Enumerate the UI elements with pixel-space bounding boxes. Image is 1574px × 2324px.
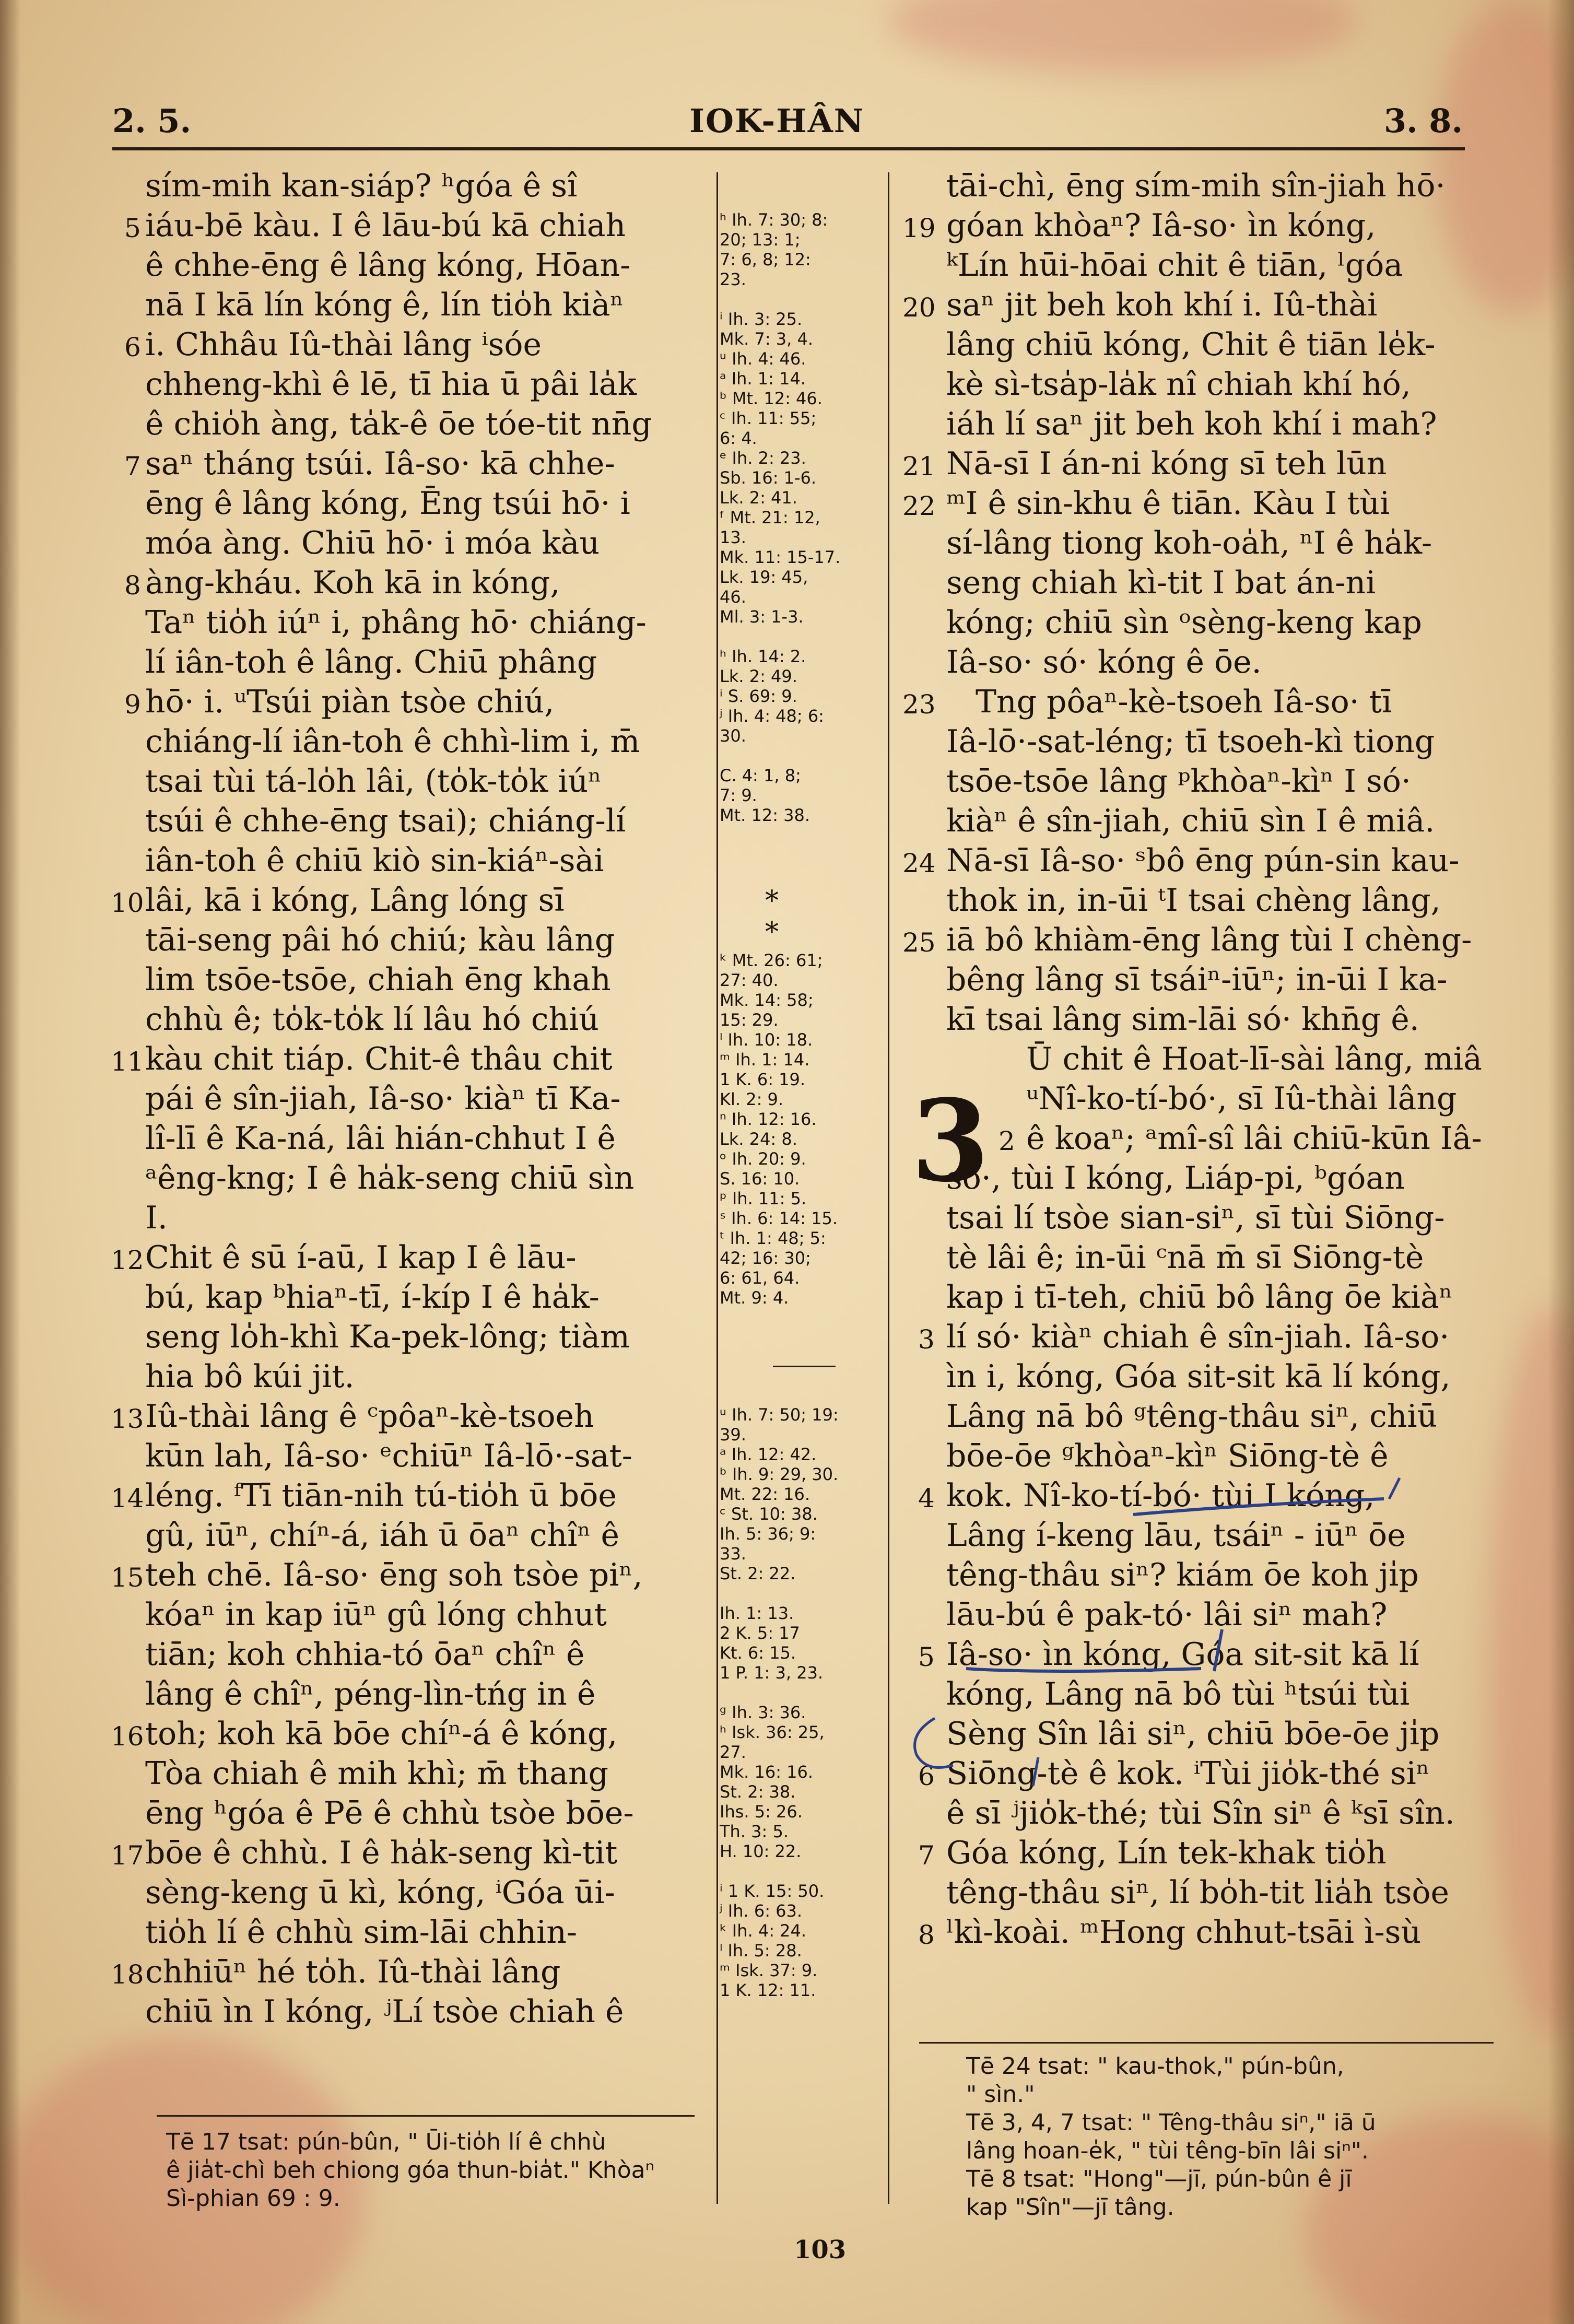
cross-reference: 7: 6, 8; 12: <box>720 250 811 269</box>
verse-text-line: tsai tùi tá-lo̍h lâi, (to̍k-to̍k iúⁿ <box>145 763 602 800</box>
cross-reference: ˡ Ih. 5: 28. <box>720 1941 802 1961</box>
verse-number: 7 <box>918 1840 935 1871</box>
verse-text-line: chhù ê; to̍k-to̍k lí lâu hó chiú <box>145 1001 599 1038</box>
verse-number: 25 <box>902 928 936 958</box>
verse-text-line: bōe ê chhù. I ê ha̍k-seng kì-tit <box>145 1835 618 1871</box>
verse-text-line: lâi, kā i kóng, Lâng lóng sī <box>145 882 565 919</box>
cross-reference: 27: 40. <box>720 970 779 990</box>
verse-text-line: ˡkì-koài. ᵐHong chhut-tsāi ì-sù <box>946 1914 1422 1951</box>
verse-text-line: Góa kóng, Lín tek-khak tio̍h <box>946 1835 1387 1871</box>
verse-text-line: tsai lí tsòe sian-siⁿ, sī tùi Siōng- <box>946 1200 1445 1236</box>
verse-text-line: kàu chit tiáp. Chit-ê thâu chit <box>145 1041 613 1077</box>
verse-text-line: saⁿ jit beh koh khí i. Iû-thài <box>946 287 1378 323</box>
footnote-line: Sì-phian 69 : 9. <box>166 2185 340 2212</box>
footnote-line: " sìn." <box>966 2081 1035 2108</box>
verse-number: 2 <box>999 1126 1015 1156</box>
verse-text-line: Iâ-so· ìn kóng, Góa sit-sit kā lí <box>946 1636 1419 1673</box>
cross-reference: Mk. 14: 58; <box>720 990 814 1010</box>
verse-text-line: ᵘNî-ko-tí-bó·, sī Iû-thài lâng <box>1026 1081 1457 1117</box>
verse-text-line: tāi-chì, ēng sím-mih sîn-jiah hō· <box>946 168 1446 204</box>
verse-text-line: Nā-sī Iâ-so· ˢbô ēng pún-sin kau- <box>946 842 1460 879</box>
verse-text-line: ê chio̍h àng, ta̍k-ê ōe tóe-tit nn̄g <box>145 406 652 442</box>
cross-reference: ˡ Ih. 10: 18. <box>720 1030 813 1050</box>
verse-text-line: Lâng nā bô ᵍtêng-thâu siⁿ, chiū <box>946 1398 1438 1435</box>
verse-text-line: Sèng Sîn lâi siⁿ, chiū bōe-ōe ji̍p <box>946 1716 1440 1752</box>
cross-reference: ᵏ Mt. 26: 61; <box>720 950 823 970</box>
cross-reference: Sb. 16: 1-6. <box>720 468 817 488</box>
cross-reference: S. 16: 10. <box>720 1169 800 1189</box>
verse-number: 8 <box>124 570 141 601</box>
cross-reference: 46. <box>720 587 746 607</box>
verse-text-line: iân-toh ê chiū kiò sin-kiáⁿ-sài <box>145 842 604 879</box>
verse-text-line: Ū chit ê Hoat-lī-sài lâng, miâ <box>1026 1041 1482 1077</box>
verse-text-line: lâng chiū kóng, Chit ê tiān le̍k- <box>946 326 1436 363</box>
verse-text-line: tsúi ê chhe-ēng tsai); chiáng-lí <box>145 803 626 839</box>
cross-reference: 1 K. 6: 19. <box>720 1070 806 1089</box>
verse-text-line: Tòa chiah ê mih khì; m̄ thang <box>145 1755 608 1792</box>
verse-text-line: Siōng-tè ê kok. ⁱTùi jio̍k-thé siⁿ <box>946 1755 1430 1792</box>
footnote-line: Tē 17 tsat: pún-bûn, " Ūi-tio̍h lí ê chhù <box>166 2129 606 2155</box>
cross-reference: ʲ Ih. 6: 63. <box>720 1901 803 1921</box>
verse-text-line: tiān; koh chhia-tó ōaⁿ chîⁿ ê <box>145 1636 585 1673</box>
verse-text-line: sím-mih kan-siáp? ʰgóa ê sî <box>145 168 578 204</box>
verse-number: 7 <box>124 451 141 482</box>
verse-text-line: thok in, in-ūi ᵗI tsai chèng lâng, <box>946 882 1441 919</box>
verse-text-line: ᵃêng-kng; I ê ha̍k-seng chiū sìn <box>145 1160 635 1196</box>
verse-text-line: Nā-sī I án-ni kóng sī teh lūn <box>946 445 1387 482</box>
verse-text-line: ê chhe-ēng ê lâng kóng, Hōan- <box>145 247 631 284</box>
verse-number: 20 <box>902 292 936 323</box>
cross-reference: 30. <box>720 726 746 746</box>
cross-reference: Mk. 16: 16. <box>720 1762 814 1782</box>
cross-reference: Ih. 5: 36; 9: <box>720 1524 816 1544</box>
cross-reference: H. 10: 22. <box>720 1841 802 1861</box>
verse-number: 18 <box>111 1959 144 1990</box>
verse-text-line: bú, kap ᵇhiaⁿ-tī, í-kíp I ê ha̍k- <box>145 1279 600 1316</box>
verse-text-line: saⁿ tháng tsúi. Iâ-so· kā chhe- <box>145 445 615 482</box>
cross-reference: C. 4: 1, 8; <box>720 766 801 785</box>
verse-number: 17 <box>111 1840 144 1871</box>
verse-text-line: kiàⁿ ê sîn-jiah, chiū sìn I ê miâ. <box>946 803 1435 839</box>
cross-reference: 1 P. 1: 3, 23. <box>720 1663 824 1683</box>
verse-text-line: chiū ìn I kóng, ʲLí tsòe chiah ê <box>145 1993 624 2030</box>
verse-text-line: lim tsōe-tsōe, chiah ēng khah <box>145 961 611 998</box>
verse-text-line: toh; koh kā bōe chíⁿ-á ê kóng, <box>145 1716 618 1752</box>
verse-text-line: tāi-seng pâi hó chiú; kàu lâng <box>145 922 615 958</box>
pen-underline <box>966 1669 1201 1671</box>
verse-number: 16 <box>111 1721 144 1752</box>
verse-number: 9 <box>124 689 141 720</box>
cross-reference: ᵍ Ih. 3: 36. <box>720 1703 806 1722</box>
cross-reference: Lk. 24: 8. <box>720 1129 797 1149</box>
verse-number: 10 <box>111 888 144 918</box>
footnote-line: Tē 3, 4, 7 tsat: " Têng-thâu siⁿ," iā ū <box>966 2109 1376 2136</box>
cross-reference: ᵐ Isk. 37: 9. <box>720 1961 818 1980</box>
verse-text-line: lí só· kiàⁿ chiah ê sîn-jiah. Iâ-so· <box>946 1319 1450 1355</box>
verse-text-line: Chit ê sū í-aū, I kap I ê lāu- <box>145 1239 577 1276</box>
verse-text-line: so·, tùi I kóng, Liáp-pi, ᵇgóan <box>946 1160 1405 1196</box>
verse-number: 5 <box>918 1642 935 1672</box>
cross-reference: Lk. 19: 45, <box>720 567 808 587</box>
cross-reference: 42; 16: 30; <box>720 1248 811 1268</box>
verse-text-line: ê koaⁿ; ᵃmî-sî lâi chiū-kūn Iâ- <box>1026 1120 1482 1157</box>
verse-text-line: ēng ʰgóa ê Pē ê chhù tsòe bōe- <box>145 1795 634 1832</box>
verse-text-line: Iâ-lō·-sat-léng; tī tsoeh-kì tiong <box>946 723 1435 760</box>
cross-reference: ᵇ Ih. 9: 29, 30. <box>720 1464 839 1484</box>
cross-reference: ᵒ Ih. 20: 9. <box>720 1149 806 1169</box>
book-title: IOK-HÂN <box>689 102 865 140</box>
verse-number: 6 <box>918 1761 935 1791</box>
cross-reference: 33. <box>720 1544 746 1564</box>
cross-reference: ᵐ Ih. 1: 14. <box>720 1050 810 1070</box>
page-number: 103 <box>794 2235 847 2264</box>
verse-text-line: i. Chhâu Iû-thài lâng ⁱsóe <box>145 326 542 363</box>
verse-number: 22 <box>902 491 936 521</box>
cross-reference: 39. <box>720 1425 746 1445</box>
verse-number: 3 <box>918 1324 935 1355</box>
verse-text-line: pái ê sîn-jiah, Iâ-so· kiàⁿ tī Ka- <box>145 1081 621 1117</box>
footnote-line: Tē 24 tsat: " kau-thok," pún-bûn, <box>966 2053 1344 2080</box>
verse-text-line: bōe-ōe ᵍkhòaⁿ-kìⁿ Siōng-tè ê <box>946 1438 1389 1474</box>
section-stars: * * <box>765 885 779 948</box>
verse-number: 5 <box>124 213 141 243</box>
cross-reference: ᵖ Ih. 11: 5. <box>720 1189 807 1208</box>
cross-reference: ᵇ Mt. 12: 46. <box>720 389 823 408</box>
cross-reference: 15: 29. <box>720 1010 779 1030</box>
cross-reference: ʰ Ih. 7: 30; 8: <box>720 210 828 230</box>
cross-reference: Ih. 1: 13. <box>720 1603 794 1623</box>
verse-text-line: iáu-bē kàu. I ê lāu-bú kā chiah <box>145 207 626 244</box>
verse-text-line: Iâ-so· só· kóng ê ōe. <box>946 644 1262 680</box>
verse-number: 21 <box>902 451 936 482</box>
verse-text-line: lî-lī ê Ka-ná, lâi hián-chhut I ê <box>145 1120 616 1157</box>
pen-mark <box>1214 1629 1222 1671</box>
cross-reference: ᶜ Ih. 11: 55; <box>720 408 817 428</box>
cross-reference: Mt. 12: 38. <box>720 805 811 825</box>
verse-text-line: kóng; chiū sìn ᵒsèng-keng kap <box>946 604 1422 641</box>
verse-text-line: hō· i. ᵘTsúi piàn tsòe chiú, <box>145 684 555 720</box>
cross-reference: 1 K. 12: 11. <box>720 1980 816 2000</box>
verse-text-line: gû, iūⁿ, chíⁿ-á, iáh ū ōaⁿ chîⁿ ê <box>145 1517 619 1554</box>
verse-text-line: lí iân-toh ê lâng. Chiū phâng <box>145 644 597 680</box>
verse-text-line: àng-kháu. Koh kā in kóng, <box>145 565 560 601</box>
cross-reference: Mk. 11: 15-17. <box>720 547 841 567</box>
cross-reference: Lk. 2: 41. <box>720 488 797 508</box>
verse-text-line: kūn lah, Iâ-so· ᵉchiūⁿ Iâ-lō·-sat- <box>145 1438 632 1474</box>
verse-text-line: tè lâi ê; in-ūi ᶜnā m̄ sī Siōng-tè <box>946 1239 1424 1276</box>
verse-text-line: kap i tī-teh, chiū bô lâng ōe kiàⁿ <box>946 1279 1453 1316</box>
verse-text-line: hia bô kúi jit. <box>145 1358 355 1395</box>
verse-text-line: ê sī ʲjio̍k-thé; tùi Sîn siⁿ ê ᵏsī sîn. <box>946 1795 1455 1832</box>
verse-text-line: chhiūⁿ hé to̍h. Iû-thài lâng <box>145 1954 561 1990</box>
chapter-number: 3 <box>911 1075 990 1207</box>
verse-text-line: tio̍h lí ê chhù sim-lāi chhin- <box>145 1914 578 1951</box>
verse-number: 6 <box>124 332 141 362</box>
verse-text-line: tsōe-tsōe lâng ᵖkhòaⁿ-kìⁿ I só· <box>946 763 1411 800</box>
verse-number: 8 <box>918 1920 935 1950</box>
cross-reference: St. 2: 22. <box>720 1564 796 1583</box>
verse-text-line: ēng ê lâng kóng, Ēng tsúi hō· i <box>145 485 630 522</box>
cross-reference: ⁱ Ih. 3: 25. <box>720 309 803 329</box>
verse-number: 4 <box>918 1483 935 1513</box>
verse-text-line: kóng, Lâng nā bô tùi ʰtsúi tùi <box>946 1676 1410 1712</box>
cross-reference: ᶠ Mt. 21: 12, <box>720 508 820 527</box>
verse-number: 23 <box>902 689 936 720</box>
verse-text-line: sèng-keng ū kì, kóng, ⁱGóa ūi- <box>145 1874 615 1911</box>
cross-reference: ᵏ Ih. 4: 24. <box>720 1921 807 1941</box>
cross-reference: ʲ Ih. 4: 48; 6: <box>720 706 824 726</box>
verse-text-line: Lâng í-keng lāu, tsáiⁿ - iūⁿ ōe <box>946 1517 1406 1554</box>
verse-text-line: ᵏLín hūi-hōai chit ê tiān, ˡgóa <box>946 247 1403 284</box>
verse-number: 19 <box>902 213 936 243</box>
verse-text-line: Tng pôaⁿ-kè-tsoeh Iâ-so· tī <box>976 684 1392 720</box>
cross-reference: 7: 9. <box>720 785 757 805</box>
verse-text-line: nā I kā lín kóng ê, lín tio̍h kiàⁿ <box>145 287 624 323</box>
footnote-line: lâng hoan-e̍k, " tùi têng-bīn lâi siⁿ". <box>966 2138 1369 2164</box>
cross-reference: Lk. 2: 49. <box>720 666 797 686</box>
cross-reference: ᵃ Ih. 12: 42. <box>720 1445 817 1464</box>
cross-reference: St. 2: 38. <box>720 1782 796 1802</box>
verse-text-line: iáh lí saⁿ jit beh koh khí i mah? <box>946 406 1437 442</box>
cross-reference: ᵉ Ih. 2: 23. <box>720 448 806 468</box>
footnote-line: kap "Sîn"—jī tâng. <box>966 2194 1174 2221</box>
verse-number: 12 <box>111 1245 144 1275</box>
verse-text-line: kè sì-tsa̍p-la̍k nî chiah khí hó, <box>946 366 1411 403</box>
cross-reference: ᵃ Ih. 1: 14. <box>720 369 806 389</box>
cross-reference: 2 K. 5: 17 <box>720 1623 800 1643</box>
cross-reference: ⁿ Ih. 12: 16. <box>720 1109 817 1129</box>
verse-number: 14 <box>111 1483 144 1513</box>
cross-reference: 13. <box>720 527 746 547</box>
verse-number: 24 <box>902 848 936 878</box>
verse-text-line: chheng-khì ê lē, tī hia ū pâi la̍k <box>145 366 637 403</box>
verse-text-line: Taⁿ tio̍h iúⁿ i, phâng hō· chiáng- <box>145 604 647 641</box>
verse-text-line: iā bô khiàm-ēng lâng tùi I chèng- <box>946 922 1472 958</box>
cross-reference: Ihs. 5: 26. <box>720 1802 803 1822</box>
cross-reference: 27. <box>720 1742 746 1762</box>
verse-number: 15 <box>111 1563 144 1593</box>
pen-mark <box>1389 1478 1400 1499</box>
verse-text-line: lāu-bú ê pak-tó· lâi siⁿ mah? <box>946 1597 1388 1633</box>
cross-reference: Kt. 6: 15. <box>720 1643 796 1663</box>
cross-reference: Ml. 3: 1-3. <box>720 607 804 627</box>
cross-reference: ⁱ S. 69: 9. <box>720 686 797 706</box>
verse-text-line: góan khòaⁿ? Iâ-so· ìn kóng, <box>946 207 1376 244</box>
verse-text-line: têng-thâu siⁿ, lí bo̍h-tit lia̍h tsòe <box>946 1874 1450 1911</box>
verse-number: 13 <box>111 1404 144 1434</box>
cross-reference: Kl. 2: 9. <box>720 1089 784 1109</box>
verse-number: 11 <box>111 1047 144 1077</box>
cross-reference: Mk. 7: 3, 4. <box>720 329 814 349</box>
cross-reference: 23. <box>720 269 746 289</box>
cross-reference: Mt. 9: 4. <box>720 1288 789 1308</box>
verse-text-line: kok. Nî-ko-tí-bó· tùi I kóng, <box>946 1477 1375 1514</box>
pen-underline <box>1133 1499 1384 1515</box>
verse-text-line: têng-thâu siⁿ? kiám ōe koh ji̍p <box>946 1557 1419 1593</box>
cross-reference: ᵘ Ih. 4: 46. <box>720 349 806 369</box>
verse-text-line: ᵐI ê sin-khu ê tiān. Kàu I tùi <box>946 485 1390 522</box>
cross-reference: ᵗ Ih. 1: 48; 5: <box>720 1228 826 1248</box>
verse-text-line: seng chiah kì-tit I bat án-ni <box>946 565 1376 601</box>
verse-text-line: kóaⁿ in kap iūⁿ gû lóng chhut <box>145 1597 607 1633</box>
verse-text-line: I. <box>145 1200 168 1236</box>
verse-text-line: móa àng. Chiū hō· i móa kàu <box>145 525 600 561</box>
footnote-line: ê jia̍t-chì beh chiong góa thun-bia̍t." Khòaⁿ <box>166 2157 655 2184</box>
footnote-line: Tē 8 tsat: "Hong"—jī, pún-bûn ê jī <box>966 2166 1352 2192</box>
cross-reference: 20; 13: 1; <box>720 230 801 250</box>
verse-text-line: teh chē. Iâ-so· ēng soh tsòe piⁿ, <box>145 1557 643 1593</box>
cross-reference: 6: 61, 64. <box>720 1268 800 1288</box>
cross-reference: Th. 3: 5. <box>720 1822 789 1841</box>
verse-text-line: chiáng-lí iân-toh ê chhì-lim i, m̄ <box>145 723 640 760</box>
verse-text-line: sí-lâng tiong koh-oa̍h, ⁿI ê ha̍k- <box>946 525 1432 561</box>
cross-reference: ᵘ Ih. 7: 50; 19: <box>720 1405 839 1425</box>
verse-text-line: Iû-thài lâng ê ᶜpôaⁿ-kè-tsoeh <box>145 1398 594 1435</box>
chapter-verse-start: 2. 5. <box>112 102 192 140</box>
verse-text-line: léng. ᶠTī tiān-nih tú-tio̍h ū bōe <box>145 1477 617 1514</box>
cross-reference: ʰ Isk. 36: 25, <box>720 1722 825 1742</box>
pen-mark <box>1033 1757 1038 1786</box>
verse-text-line: seng lo̍h-khì Ka-pek-lông; tiàm <box>145 1319 630 1355</box>
cross-reference: ˢ Ih. 6: 14: 15. <box>720 1208 838 1228</box>
verse-text-line: ìn i, kóng, Góa sit-sit kā lí kóng, <box>946 1358 1451 1395</box>
cross-reference: ʰ Ih. 14: 2. <box>720 647 806 666</box>
cross-reference: 6: 4. <box>720 428 757 448</box>
pen-mark <box>915 1718 953 1768</box>
verse-text-line: bêng lâng sī tsáiⁿ-iūⁿ; in-ūi I ka- <box>946 961 1448 998</box>
cross-reference: Mt. 22: 16. <box>720 1484 811 1504</box>
verse-text-line: lâng ê chîⁿ, péng-lìn-tńg in ê <box>145 1676 596 1712</box>
chapter-verse-end: 3. 8. <box>1384 102 1463 140</box>
cross-reference: ᶜ St. 10: 38. <box>720 1504 818 1524</box>
cross-reference: ⁱ 1 K. 15: 50. <box>720 1881 825 1901</box>
verse-text-line: kī tsai lâng sim-lāi só· khn̄g ê. <box>946 1001 1419 1038</box>
